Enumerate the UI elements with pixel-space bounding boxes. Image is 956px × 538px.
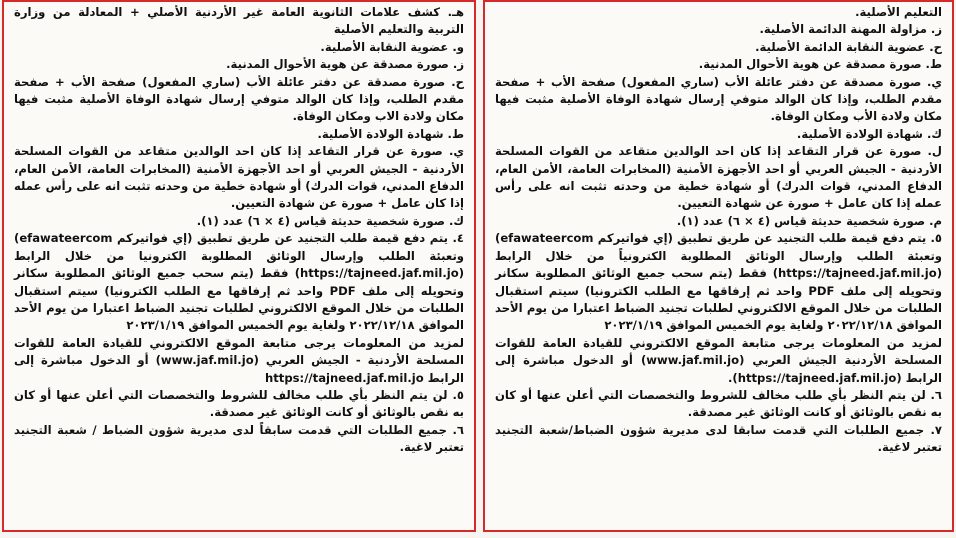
left-item: هـ. كشف علامات الثانوية العامة غير الأردنية الأصلي + المعادلة من وزارة التربية والتعليم الأصلية <box>14 5 464 37</box>
right-column-panel <box>483 0 954 532</box>
left-item: ز. صورة مصدقة عن هوية الأحوال المدنية. <box>226 57 464 72</box>
right-item: ٦. لن يتم النظر بأي طلب مخالف للشروط والتخصصات التي أعلن عنها أو كان به نقص بالوثائق أو كانت الوثائق غير مصدقة. <box>495 387 942 420</box>
left-item: ك. صورة شخصية حديثة قياس (٤ × ٦) عدد (١). <box>196 213 464 228</box>
right-column-text <box>495 4 942 457</box>
right-item: ٥. يتم دفع قيمة طلب التجنيد عن طريق تطبيق (إي فواتيركم efawateercom) وتعبئة الطلب وإرسال الوثائق المطلوبة الكترونياً من خلال الرابط (https://tajneed.jaf.mil.jo) فقط (يتم سحب جميع الوثائق المطلوبة سكانر وتحويله إلى ملف PDF واحد ثم إرفاقها مع الطلب الكترونيا) سيتم استقبال الطلبات من خلال الموقع الالكتروني لطلبات تجنيد الضباط اعتبارا من يوم الأحد الموافق ٢٠٢٢/١٢/١٨ ولغاية يوم الخميس الموافق ٢٠٢٣/١/١٩ <box>495 231 942 333</box>
right-item: ي. صورة مصدقة عن دفتر عائلة الأب (ساري المفعول) صفحة الأب + صفحة مقدم الطلب، وإذا كان الوالد متوفي إرسال شهادة الوفاة الأصلية مثبت فيها مكان ولادة الأب ومكان الوفاة. <box>495 74 942 124</box>
left-item: لمزيد من المعلومات يرجى متابعة الموقع الالكتروني للقيادة العامة للقوات المسلحة الأردنية - الجيش العربي (www.jaf.mil.jo) أو الدخول مباشرة إلى الرابط https://tajneed.jaf.mil.jo <box>14 335 464 385</box>
right-item: ز. مزاولة المهنة الدائمة الأصلية. <box>759 22 942 37</box>
right-item: م. صورة شخصية حديثة قياس (٤ × ٦) عدد (١). <box>676 213 942 228</box>
left-item: و. عضوية النقابة الأصلية. <box>320 39 464 54</box>
left-item: ي. صورة عن قرار التقاعد إذا كان احد الوالدين متقاعد من القوات المسلحة الأردنية - الجيش العربي أو احد الأجهزة الأمنية (المخابرات العامة، الأمن العام، الدفاع المدني، قوات الدرك) أو شهادة خطية من وحدته تثبت انه على رأس عمله إذا كان عامل + صورة عن شهادة التعيين. <box>14 144 464 211</box>
left-item: ٤. يتم دفع قيمة طلب التجنيد عن طريق تطبيق (إي فواتيركم efawateercom) وتعبئة الطلب وإرسال الوثائق المطلوبة الكترونيا من خلال الرابط (https://tajneed.jaf.mil.jo) فقط (يتم سحب جميع الوثائق المطلوبة سكانر وتحويله إلى ملف PDF واحد ثم إرفاقها مع الطلب الكترونيا) سيتم استقبال الطلبات من خلال الموقع الالكتروني لطلبات تجنيد الضباط اعتبارا من يوم الأحد الموافق ٢٠٢٢/١٢/١٨ ولغاية يوم الخميس الموافق ٢٠٢٣/١/١٩ <box>14 231 464 333</box>
left-item: ح. صورة مصدقة عن دفتر عائلة الأب (ساري المفعول) صفحة الأب + صفحة مقدم الطلب، وإذا كان الوالد متوفي إرسال شهادة الوفاة الأصلية مثبت فيها مكان ولادة الاب ومكان الوفاة. <box>14 74 464 124</box>
right-item: ح. عضوية النقابة الدائمة الأصلية. <box>755 39 942 54</box>
left-column-panel <box>2 0 476 532</box>
left-column-text <box>14 4 464 457</box>
right-item: ل. صورة عن قرار التقاعد إذا كان احد الوالدين متقاعد من القوات المسلحة الأردنية - الجيش العربي أو احد الأجهزة الأمنية (المخابرات العامة، الأمن العام، الدفاع المدني، قوات الدرك) أو شهادة خطية من وحدته تثبت انه على رأس عمله إذا كان عامل + صورة عن شهادة التعيين. <box>495 144 942 211</box>
left-item: ط. شهادة الولادة الأصلية. <box>317 126 464 141</box>
right-item: ط. صورة مصدقة عن هوية الأحوال المدنية. <box>698 57 942 72</box>
left-item: ٦. جميع الطلبات التي قدمت سابقاً لدى مديرية شؤون الضباط / شعبة التجنيد تعتبر لاغية. <box>14 422 464 455</box>
right-item: ٧. جميع الطلبات التي قدمت سابقا لدى مديرية شؤون الضباط/شعبة التجنيد تعتبر لاغية. <box>495 422 942 455</box>
right-item: التعليم الأصلية. <box>855 5 942 19</box>
left-item: ٥. لن يتم النظر بأي طلب مخالف للشروط والتخصصات التي أعلن عنها أو كان به نقص بالوثائق أو كانت الوثائق غير مصدقة. <box>14 387 464 420</box>
right-item: لمزيد من المعلومات يرجى متابعة الموقع الالكتروني للقيادة العامة للقوات المسلحة الأردنية الجيش العربي (www.jaf.mil.jo) أو الدخول مباشرة إلى الرابط (https://tajneed.jaf.mil.jo). <box>495 335 942 385</box>
right-item: ك. شهادة الولادة الأصلية. <box>796 126 942 141</box>
